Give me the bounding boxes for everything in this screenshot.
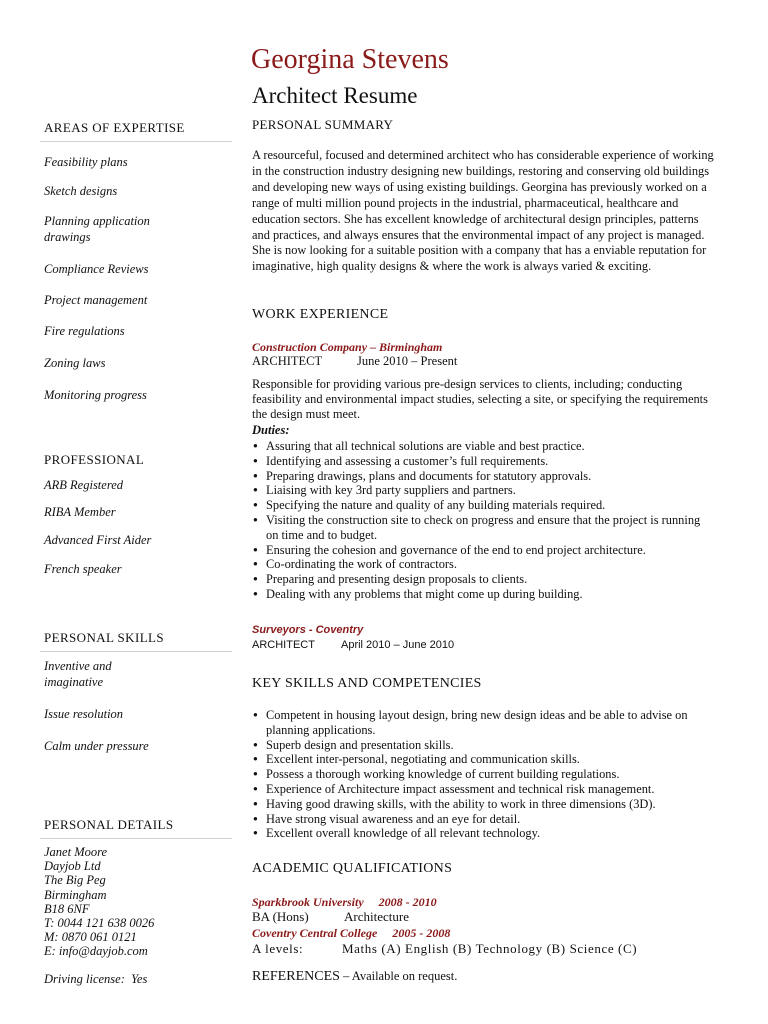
contact-line: Dayjob Ltd xyxy=(44,859,101,874)
contact-block xyxy=(44,845,154,959)
list-item: ● Preparing and presenting design proposals to clients. xyxy=(252,572,722,587)
academic-heading: ACADEMIC QUALIFICATIONS xyxy=(252,861,453,876)
qualification-label: BA (Hons) xyxy=(252,909,309,924)
list-item: ● Assuring that all technical solutions are viable and best practice. xyxy=(252,439,722,454)
school-name: Coventry Central College 2005 - 2008 xyxy=(252,926,451,940)
list-item: ● Superb design and presentation skills. xyxy=(252,738,722,753)
job-dates: April 2010 – June 2010 xyxy=(341,639,455,651)
personal-skill-item: Inventive and imaginative xyxy=(44,659,112,689)
expertise-item: Fire regulations xyxy=(44,324,125,338)
qualification-line xyxy=(252,909,409,925)
work-experience-heading: WORK EXPERIENCE xyxy=(252,307,389,322)
employer-name: Surveyors - Coventry xyxy=(252,624,364,636)
resume-subtitle: Architect Resume xyxy=(252,83,418,108)
expertise-item: Feasibility plans xyxy=(44,155,128,169)
job-description: Responsible for providing various pre-design services to clients, including; conducting feasibility and environmental impact studies, selecting a site, or specifying the requirements the design must meet. xyxy=(252,377,708,422)
divider xyxy=(40,838,232,839)
contact-line: B18 6NF xyxy=(44,901,90,916)
list-item: ● Possess a thorough working knowledge of current building regulations. xyxy=(252,767,722,782)
job-dates: June 2010 – Present xyxy=(357,354,458,368)
expertise-item: Planning application drawings xyxy=(44,214,150,244)
references-line xyxy=(252,969,457,985)
contact-line: M: 0870 061 0121 xyxy=(44,930,137,945)
references-text: – Available on request. xyxy=(343,969,458,983)
job-title: ARCHITECT xyxy=(252,354,323,368)
resume-name: Georgina Stevens xyxy=(251,44,449,75)
key-skills-heading: KEY SKILLS AND COMPETENCIES xyxy=(252,676,482,691)
list-item: ● Liaising with key 3rd party suppliers and partners. xyxy=(252,483,722,498)
list-item: ● Competent in housing layout design, bring new design ideas and be able to advise on planning applications. xyxy=(252,708,722,738)
school-name: Sparkbrook University 2008 - 2010 xyxy=(252,895,437,909)
qualification-value: Architecture xyxy=(344,909,409,924)
personal-skill-item: Issue resolution xyxy=(44,707,124,721)
professional-item: French speaker xyxy=(44,562,122,576)
job-role-line xyxy=(252,354,457,369)
list-item: ● Having good drawing skills, with the ability to work in three dimensions (3D). xyxy=(252,797,722,812)
professional-item: Advanced First Aider xyxy=(44,533,152,547)
expertise-item: Compliance Reviews xyxy=(44,262,149,276)
list-item: ● Visiting the construction site to check on progress and ensure that the project is running on time and to budget. xyxy=(252,513,706,543)
divider xyxy=(40,141,232,142)
list-item: ● Excellent inter-personal, negotiating and communication skills. xyxy=(252,752,722,767)
list-item: ● Specifying the nature and quality of any building materials required. xyxy=(252,498,722,513)
driving-license: Driving license: Yes xyxy=(44,972,148,986)
expertise-item: Sketch designs xyxy=(44,184,118,198)
qualification-value: Maths (A) English (B) Technology (B) Science (C) xyxy=(342,941,638,956)
list-item: ● Have strong visual awareness and an eye for detail. xyxy=(252,812,722,827)
duties-label: Duties: xyxy=(252,423,290,437)
expertise-item: Zoning laws xyxy=(44,356,106,370)
references-heading: REFERENCES xyxy=(252,969,340,984)
contact-line: The Big Peg xyxy=(44,873,106,888)
professional-item: RIBA Member xyxy=(44,505,116,519)
contact-line: Birmingham xyxy=(44,887,107,902)
personal-skill-item: Calm under pressure xyxy=(44,739,149,753)
list-item: ● Identifying and assessing a customer’s full requirements. xyxy=(252,454,722,469)
professional-heading: PROFESSIONAL xyxy=(44,452,145,467)
personal-summary-heading: PERSONAL SUMMARY xyxy=(252,117,394,132)
divider xyxy=(40,651,232,652)
expertise-item: Monitoring progress xyxy=(44,388,147,402)
list-item: ● Ensuring the cohesion and governance of the end to end project architecture. xyxy=(252,543,722,558)
job-title: ARCHITECT xyxy=(252,639,315,651)
professional-item: ARB Registered xyxy=(44,478,124,492)
personal-details-heading: PERSONAL DETAILS xyxy=(44,817,174,832)
contact-line: T: 0044 121 638 0026 xyxy=(44,916,155,931)
qualification-label: A levels: xyxy=(252,941,304,956)
list-item: ● Excellent overall knowledge of all relevant technology. xyxy=(252,826,722,841)
duties-list xyxy=(252,439,722,602)
job-role-line xyxy=(252,639,454,651)
list-item: ● Dealing with any problems that might come up during building. xyxy=(252,587,722,602)
employer-name: Construction Company – Birmingham xyxy=(252,340,443,354)
personal-skills-heading: PERSONAL SKILLS xyxy=(44,630,165,645)
list-item: ● Co-ordinating the work of contractors. xyxy=(252,557,722,572)
contact-line: Janet Moore xyxy=(44,845,108,859)
list-item: ● Experience of Architecture impact assessment and technical risk management. xyxy=(252,782,722,797)
key-skills-list xyxy=(252,708,722,841)
areas-of-expertise-heading: AREAS OF EXPERTISE xyxy=(44,120,185,135)
contact-line: E: info@dayjob.com xyxy=(44,944,148,959)
personal-summary-text: A resourceful, focused and determined architect who has considerable experience of working in the construction industry designing new buildings, restoring and conserving old buildings and developing new ways of using existing buildings. Georgina has previously worked on a range of multi million pound projects in the industrial, pharmaceutical, healthcare and education sectors. She has excellent knowledge of architectural design principles, patterns and practices, and always ensures that the environmental impact of any project is managed. She is now looking for a suitable position with a company that has a enviable reputation for imaginative, high quality designs & where the work is always varied & exciting. xyxy=(252,148,714,274)
expertise-item: Project management xyxy=(44,293,148,307)
list-item: ● Preparing drawings, plans and documents for statutory approvals. xyxy=(252,469,722,484)
qualification-line xyxy=(252,941,637,957)
